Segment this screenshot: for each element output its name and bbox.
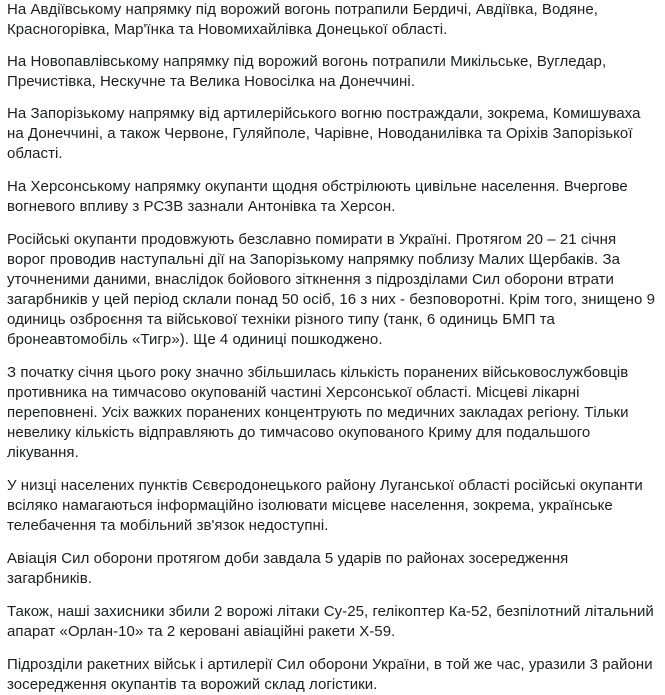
paragraph-avdiivka-direction: На Авдіївському напрямку під ворожий вогонь потрапили Бердичі, Авдіївка, Водяне, Красногорівка, Мар'їнка та Новомихайлівка Донецької області.	[7, 1, 598, 38]
paragraph-artillery-strikes: Підрозділи ракетних військ і артилерії Сил оборони України, в той же час, уразили 3 райони зосередження окупантів та ворожий склад логістики.	[7, 656, 653, 693]
paragraph-zaporizhzhia-direction: На Запорізькому напрямку від артилерійського вогню постраждали, зокрема, Комишуваха на Донеччині, а також Червоне, Гуляйполе, Чарівне, Новоданилівка та Оріхів Запорізької області.	[7, 105, 641, 162]
paragraph-air-defense: Також, наші захисники збили 2 ворожі літаки Су-25, гелікоптер Ка-52, безпілотний літальний апарат «Орлан-10» та 2 керовані авіаційні ракети Х-59.	[7, 603, 654, 640]
paragraph-aviation-strikes: Авіація Сил оборони протягом доби завдала 5 ударів по районах зосередження загарбників.	[7, 550, 569, 587]
paragraph-luhansk-isolation: У низці населених пунктів Сєвєродонецького району Луганської області російські окупанти всіляко намагаються інформаційно ізолювати місцеве населення, зокрема, українське телебачення та мобільний зв'язок недоступні.	[7, 477, 643, 534]
paragraph-kherson-direction: На Херсонському напрямку окупанти щодня обстрілюють цивільне населення. Вчергове вогневого впливу з РСЗВ зазнали Антонівка та Херсон.	[7, 178, 628, 215]
paragraph-novopavlivka-direction: На Новопавлівському напрямку під ворожий вогонь потрапили Микільське, Вугледар, Пречистівка, Нескучне та Велика Новосілка на Донеччині.	[7, 53, 607, 90]
paragraph-enemy-losses: Російські окупанти продовжують безславно помирати в Україні. Протягом 20 – 21 січня ворог проводив наступальні дії на Запорізькому напрямку поблизу Малих Щербаків. За уточненими даними, внаслідок бойового зіткнення з підрозділами Сил оборони втрати загарбників у цей період склали понад 50 осіб, 16 з них - безповоротні. Крім того, знищено 9 одиниць озброєння та військової техніки різного типу (танк, 6 одиниць БМП та бронеавтомобіль «Тигр»). Ще 4 одиниці пошкоджено.	[7, 231, 656, 348]
paragraph-enemy-wounded: З початку січня цього року значно збільшилась кількість поранених військовослужбовців противника на тимчасово окупованій частині Херсонської області. Місцеві лікарні переповнені. Усіх важких поранених концентрують по медичних закладах регіону. Тільки невелику кількість відправляють до тимчасово окупованого Криму для подальшого лікування.	[7, 364, 629, 461]
